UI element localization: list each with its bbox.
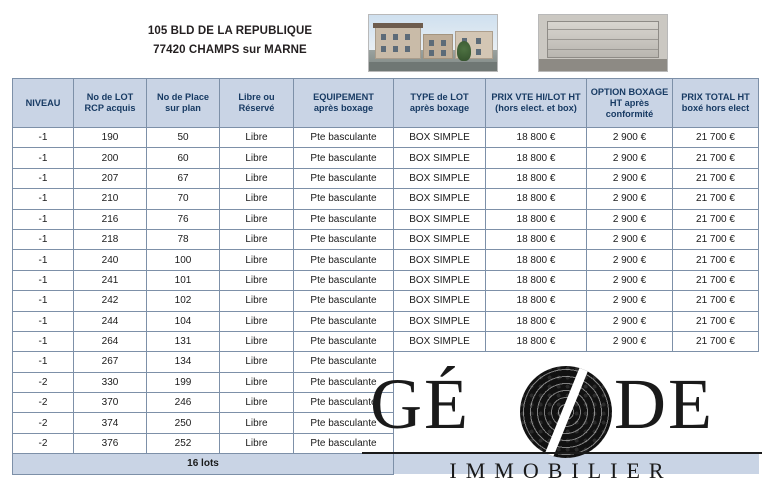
table-cell: 78 <box>147 229 220 249</box>
table-cell: Libre <box>220 372 294 392</box>
table-cell: -2 <box>13 433 74 453</box>
floor <box>539 59 667 71</box>
table-cell: 100 <box>147 250 220 270</box>
column-header-lot-type: TYPE de LOT après boxage <box>394 79 486 128</box>
table-cell: 190 <box>74 128 147 148</box>
table-row <box>13 331 759 351</box>
table-cell: 2 900 € <box>587 311 673 331</box>
table-cell: -1 <box>13 168 74 188</box>
table-row <box>13 189 759 209</box>
table-cell: 18 800 € <box>486 229 587 249</box>
table-cell: 18 800 € <box>486 128 587 148</box>
table-cell: 18 800 € <box>486 250 587 270</box>
logo-divider <box>362 452 762 454</box>
globe-slash <box>543 366 590 458</box>
table-cell: 2 900 € <box>587 209 673 229</box>
logo-text-right: DE <box>614 364 714 444</box>
table-cell: 21 700 € <box>673 331 759 351</box>
table-cell: 210 <box>74 189 147 209</box>
table-cell: 21 700 € <box>673 311 759 331</box>
table-cell: 2 900 € <box>587 270 673 290</box>
table-cell: 2 900 € <box>587 128 673 148</box>
table-cell: Pte basculante <box>294 372 394 392</box>
table-cell: 207 <box>74 168 147 188</box>
column-header-place-number: No de Place sur plan <box>147 79 220 128</box>
address-line-1: 105 BLD DE LA REPUBLIQUE <box>147 25 313 37</box>
table-cell: Pte basculante <box>294 393 394 413</box>
table-cell: -1 <box>13 250 74 270</box>
table-cell: -1 <box>13 209 74 229</box>
table-cell: BOX SIMPLE <box>394 291 486 311</box>
table-cell: Libre <box>220 331 294 351</box>
table-cell: 376 <box>74 433 147 453</box>
table-header-row <box>13 79 759 128</box>
column-header-lot-number: No de LOT RCP acquis <box>74 79 147 128</box>
table-cell: Pte basculante <box>294 148 394 168</box>
table-cell: BOX SIMPLE <box>394 189 486 209</box>
column-header-boxing-option: OPTION BOXAGE HT après conformité <box>587 79 673 128</box>
table-cell: 21 700 € <box>673 291 759 311</box>
table-cell: 18 800 € <box>486 270 587 290</box>
table-cell: 200 <box>74 148 147 168</box>
globe-icon <box>520 366 612 458</box>
table-cell: 21 700 € <box>673 148 759 168</box>
table-row <box>13 311 759 331</box>
table-cell: Libre <box>220 291 294 311</box>
column-header-availability: Libre ou Réservé <box>220 79 294 128</box>
table-cell: Libre <box>220 168 294 188</box>
table-cell: Libre <box>220 311 294 331</box>
table-cell: Libre <box>220 229 294 249</box>
table-row <box>13 128 759 148</box>
table-cell: Pte basculante <box>294 189 394 209</box>
table-cell: 267 <box>74 352 147 372</box>
tree <box>457 41 471 61</box>
table-cell: 244 <box>74 311 147 331</box>
building-photo <box>368 14 498 72</box>
table-cell: 18 800 € <box>486 291 587 311</box>
table-cell: 18 800 € <box>486 168 587 188</box>
table-cell: 374 <box>74 413 147 433</box>
table-cell: 67 <box>147 168 220 188</box>
table-cell: BOX SIMPLE <box>394 168 486 188</box>
table-row <box>13 270 759 290</box>
table-cell: 21 700 € <box>673 209 759 229</box>
table-cell: 2 900 € <box>587 291 673 311</box>
table-cell: Libre <box>220 270 294 290</box>
table-cell: Libre <box>220 393 294 413</box>
table-cell: 18 800 € <box>486 331 587 351</box>
photo-strip <box>368 14 648 74</box>
table-cell: BOX SIMPLE <box>394 331 486 351</box>
table-cell: 2 900 € <box>587 229 673 249</box>
table-cell: Libre <box>220 250 294 270</box>
table-cell: 2 900 € <box>587 148 673 168</box>
roof <box>373 23 423 28</box>
table-cell: -1 <box>13 229 74 249</box>
table-cell: Libre <box>220 433 294 453</box>
table-cell: Libre <box>220 128 294 148</box>
table-cell: -1 <box>13 189 74 209</box>
table-cell: Libre <box>220 148 294 168</box>
logo-text-left: GÉ <box>370 364 470 444</box>
table-header <box>13 79 759 128</box>
table-cell: 21 700 € <box>673 229 759 249</box>
table-cell: -1 <box>13 311 74 331</box>
table-cell: 18 800 € <box>486 148 587 168</box>
table-cell: -1 <box>13 291 74 311</box>
table-cell: Pte basculante <box>294 413 394 433</box>
column-header-total-price: PRIX TOTAL HT boxé hors elect <box>673 79 759 128</box>
table-cell: -1 <box>13 128 74 148</box>
column-header-equipment: EQUIPEMENT après boxage <box>294 79 394 128</box>
table-cell: 370 <box>74 393 147 413</box>
table-cell: Libre <box>220 209 294 229</box>
table-cell: 250 <box>147 413 220 433</box>
table-cell: 218 <box>74 229 147 249</box>
table-row <box>13 168 759 188</box>
table-cell: 21 700 € <box>673 128 759 148</box>
garage-door <box>547 21 660 58</box>
table-cell: 101 <box>147 270 220 290</box>
table-cell: 104 <box>147 311 220 331</box>
table-cell: Pte basculante <box>294 433 394 453</box>
table-cell: Pte basculante <box>294 128 394 148</box>
company-logo <box>352 360 770 483</box>
table-cell: 264 <box>74 331 147 351</box>
table-cell: 21 700 € <box>673 168 759 188</box>
table-row <box>13 250 759 270</box>
table-cell: -1 <box>13 148 74 168</box>
table-row <box>13 148 759 168</box>
table-row <box>13 209 759 229</box>
table-cell: -2 <box>13 413 74 433</box>
table-cell: 242 <box>74 291 147 311</box>
table-cell: 216 <box>74 209 147 229</box>
table-cell: Libre <box>220 352 294 372</box>
table-cell: 2 900 € <box>587 168 673 188</box>
table-cell: 330 <box>74 372 147 392</box>
table-cell: 240 <box>74 250 147 270</box>
document-header <box>0 14 770 76</box>
column-header-niveau: NIVEAU <box>13 79 74 128</box>
road <box>369 62 497 71</box>
table-cell: 18 800 € <box>486 311 587 331</box>
table-cell: BOX SIMPLE <box>394 270 486 290</box>
table-cell: BOX SIMPLE <box>394 311 486 331</box>
table-cell: Libre <box>220 189 294 209</box>
table-cell: Libre <box>220 413 294 433</box>
table-cell: 246 <box>147 393 220 413</box>
table-cell: 21 700 € <box>673 270 759 290</box>
table-cell: 199 <box>147 372 220 392</box>
table-cell: 131 <box>147 331 220 351</box>
table-cell: 2 900 € <box>587 331 673 351</box>
column-header-sale-price: PRIX VTE HI/LOT HT (hors elect. et box) <box>486 79 587 128</box>
lot-count-total: 16 lots <box>13 454 394 474</box>
table-cell: 252 <box>147 433 220 453</box>
table-cell: Pte basculante <box>294 291 394 311</box>
table-cell: 18 800 € <box>486 189 587 209</box>
table-cell: 50 <box>147 128 220 148</box>
table-cell: -2 <box>13 372 74 392</box>
table-cell: 134 <box>147 352 220 372</box>
table-cell: Pte basculante <box>294 209 394 229</box>
table-cell: BOX SIMPLE <box>394 148 486 168</box>
table-cell: 2 900 € <box>587 189 673 209</box>
table-cell: Pte basculante <box>294 270 394 290</box>
table-cell: 102 <box>147 291 220 311</box>
address-line-2: 77420 CHAMPS sur MARNE <box>153 44 307 56</box>
table-cell: -1 <box>13 331 74 351</box>
building-middle <box>423 34 453 59</box>
table-cell: Pte basculante <box>294 331 394 351</box>
table-cell: 70 <box>147 189 220 209</box>
building-left <box>375 27 421 58</box>
table-cell: -1 <box>13 352 74 372</box>
table-cell: BOX SIMPLE <box>394 229 486 249</box>
table-cell: 21 700 € <box>673 250 759 270</box>
table-cell: Pte basculante <box>294 229 394 249</box>
table-cell: Pte basculante <box>294 250 394 270</box>
table-cell: 2 900 € <box>587 250 673 270</box>
table-row <box>13 291 759 311</box>
logo-subtitle: IMMOBILIER <box>449 458 673 483</box>
table-cell: 241 <box>74 270 147 290</box>
property-address <box>95 22 365 60</box>
table-row <box>13 229 759 249</box>
table-cell: 21 700 € <box>673 189 759 209</box>
table-cell: Pte basculante <box>294 311 394 331</box>
table-cell: 18 800 € <box>486 209 587 229</box>
table-cell: 76 <box>147 209 220 229</box>
table-cell: Pte basculante <box>294 168 394 188</box>
table-cell: BOX SIMPLE <box>394 209 486 229</box>
table-cell: BOX SIMPLE <box>394 128 486 148</box>
table-cell: Pte basculante <box>294 352 394 372</box>
table-cell: BOX SIMPLE <box>394 250 486 270</box>
table-cell: 60 <box>147 148 220 168</box>
garage-door-photo <box>538 14 668 72</box>
table-cell: -2 <box>13 393 74 413</box>
table-cell: -1 <box>13 270 74 290</box>
